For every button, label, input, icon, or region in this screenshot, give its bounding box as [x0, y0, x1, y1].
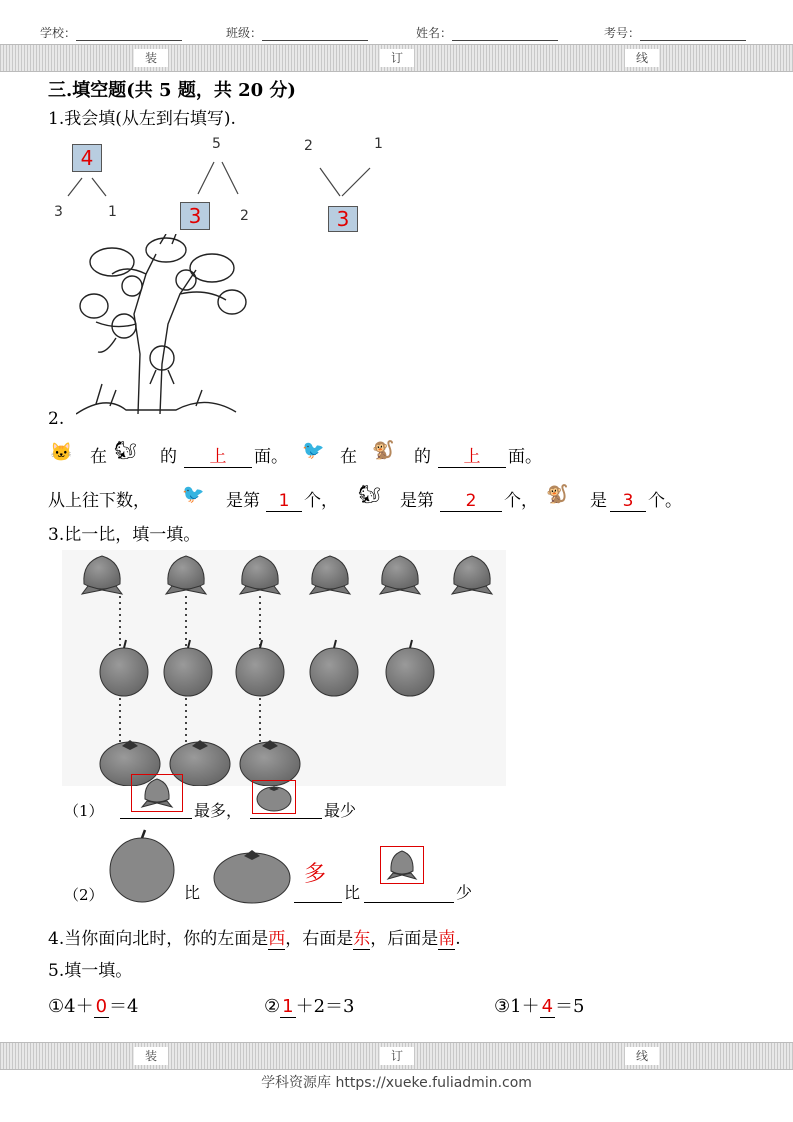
- binding-band-top: [0, 44, 793, 72]
- q2-of-2: 的: [414, 447, 431, 467]
- q2-ge-end: 个。: [648, 491, 682, 511]
- q2-blank-2: 上: [438, 446, 506, 468]
- q2-blank-1: 上: [184, 446, 252, 468]
- q3-sub1-blank-most: [120, 818, 192, 819]
- q1-tree1-top-answer: 4: [72, 144, 102, 172]
- q2-blank-3: 1: [266, 490, 302, 512]
- bird-icon-2: 🐦: [182, 484, 205, 505]
- q3-sub2-blank-1: [294, 902, 342, 903]
- q2-ge-1: 个，: [304, 491, 338, 511]
- binding-ding: 订: [380, 49, 414, 67]
- q3-prompt: 3.比一比，填一填。: [48, 525, 201, 545]
- q4-answer-east: 东: [353, 929, 371, 949]
- monkey-icon-2: 🐒: [546, 484, 569, 505]
- q4-answer-south: 南: [438, 929, 456, 949]
- q1-tree2-left-answer: 3: [180, 202, 210, 230]
- q2-number: 2.: [48, 409, 65, 429]
- q2-line1: [48, 440, 748, 470]
- q5-answer-3: 4: [541, 996, 554, 1017]
- bird-icon: 🐦: [302, 440, 325, 461]
- q3-sub2-shao: 少: [456, 883, 473, 902]
- q3-sub2-peach-answer: [380, 846, 424, 884]
- monkey-icon: 🐒: [372, 440, 395, 461]
- q2-is-no-1: 是第: [226, 491, 260, 511]
- q2-is-no-2: 是第: [400, 491, 434, 511]
- q1-tree3-bottom-answer: 3: [328, 206, 358, 232]
- name-field: 姓名：: [416, 24, 558, 41]
- q2-blank-4: 2: [440, 490, 502, 512]
- tree-illustration: [76, 234, 248, 418]
- peach-answer-icon-2: [381, 847, 423, 883]
- q2-of-1: 的: [160, 447, 177, 467]
- q3-sub1-least: 最少: [324, 801, 357, 820]
- q1-tree2-right: 2: [240, 208, 249, 224]
- binding-xian-bottom: 线: [625, 1047, 659, 1065]
- q2-face-2: 面。: [508, 447, 542, 467]
- apple-icon: [104, 828, 180, 904]
- q2-line2: [48, 484, 748, 514]
- fruit-illustration: [62, 550, 506, 786]
- q1-prompt: 1.我会填(从左到右填写).: [48, 109, 236, 129]
- q3-sub2-bi-2: 比: [344, 883, 361, 902]
- section-title: 三.填空题(共 5 题，共 20 分): [48, 80, 296, 101]
- binding-ding-bottom: 订: [380, 1047, 414, 1065]
- squirrel-icon: 🐿: [114, 440, 137, 461]
- q1-tree1-right: 1: [108, 204, 117, 220]
- cat-icon: 🐱: [50, 442, 73, 463]
- q2-blank-5: 3: [610, 490, 646, 512]
- q2-ge-2: 个，: [504, 491, 538, 511]
- q3-sub2-apple: [104, 828, 180, 904]
- q3-sub1-blank-least: [250, 818, 322, 819]
- q3-sub2-label: （2）: [64, 886, 104, 904]
- class-field: 班级：: [226, 24, 368, 41]
- q3-sub2-answer: 多: [304, 862, 327, 887]
- tomato-answer-icon: [253, 781, 295, 813]
- q4-line: 4.当你面向北时，你的左面是西，右面是东，后面是南.: [48, 929, 461, 949]
- squirrel-icon-2: 🐿: [358, 484, 381, 505]
- fruit-comparison-picture: [62, 550, 506, 786]
- q2-intro: 从上往下数，: [48, 491, 150, 511]
- q5-prompt: 5.填一填。: [48, 961, 133, 981]
- binding-zhuang-bottom: 装: [134, 1047, 168, 1065]
- q5-item-3: ③1＋ 4 ＝5: [494, 996, 585, 1017]
- school-field: 学校：: [40, 24, 182, 41]
- q5-item-1: ①4＋ 0 ＝4: [48, 996, 139, 1017]
- peach-answer-icon: [132, 775, 182, 811]
- q5-answer-2: 1: [282, 996, 294, 1017]
- q3-sub1-label: （1）: [64, 802, 104, 820]
- exam-no-field: 考号：: [604, 24, 746, 41]
- q1-tree1-left: 3: [54, 204, 63, 220]
- q5-item-2: ② 1 ＋2＝3: [264, 996, 355, 1017]
- q3-sub1-tomato-answer: [252, 780, 296, 814]
- q4-answer-west: 西: [268, 929, 286, 949]
- binding-band-bottom: [0, 1042, 793, 1070]
- q2-in-2: 在: [340, 447, 357, 467]
- q3-sub1-peach-answer: [131, 774, 183, 812]
- footer-source: 学科资源库 https://xueke.fuliadmin.com: [261, 1075, 532, 1091]
- binding-xian: 线: [625, 49, 659, 67]
- q3-sub2-bi-1: 比: [184, 883, 201, 902]
- q1-tree2-top: 5: [212, 136, 221, 152]
- q1-tree3-left: 2: [304, 138, 313, 154]
- q5-answer-1: 0: [95, 996, 108, 1017]
- q2-is: 是: [590, 491, 607, 511]
- q3-sub2-blank-2: [364, 902, 454, 903]
- q3-sub2-tomato: [212, 846, 292, 904]
- q1-tree3-right: 1: [374, 136, 383, 152]
- q1-number-trees: [52, 134, 386, 232]
- q3-sub1-most: 最多，: [194, 801, 243, 820]
- q2-in-1: 在: [90, 447, 107, 467]
- q2-face-1: 面。: [254, 447, 288, 467]
- tomato-icon: [212, 846, 292, 904]
- tree-with-animals-picture: [76, 234, 248, 418]
- binding-zhuang: 装: [134, 49, 168, 67]
